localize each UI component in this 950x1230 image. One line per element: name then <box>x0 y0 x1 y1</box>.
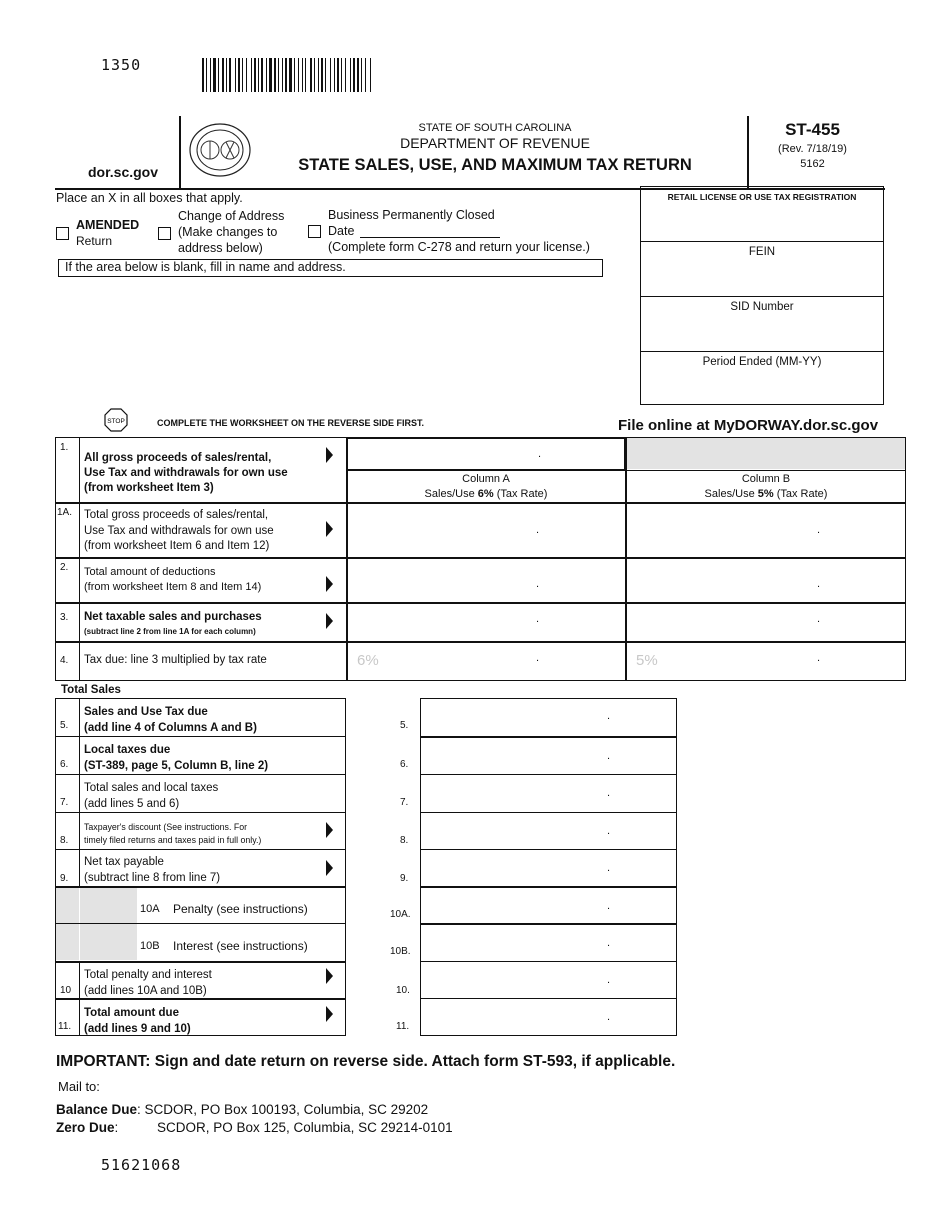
row-divider <box>55 849 346 850</box>
amount-field-6[interactable] <box>421 736 676 774</box>
amount-field-10a[interactable] <box>421 886 676 923</box>
arrow-icon <box>326 860 333 876</box>
line-8-label: Taxpayer's discount (See instructions. For timely filed returns and taxes paid in full only.) <box>84 822 262 845</box>
line-1-gray-cell <box>627 438 905 469</box>
line-10a-number: 10A <box>140 903 160 915</box>
line-1a-col-b-input[interactable]: . <box>817 524 821 536</box>
arrow-icon <box>326 521 333 537</box>
field-6-label: 6. <box>400 759 409 770</box>
decimal-point: . <box>607 974 611 986</box>
amended-label: AMENDED <box>76 218 140 232</box>
line-5-number: 5. <box>60 720 69 731</box>
field-10-label: 10. <box>396 985 410 996</box>
row-divider <box>55 812 346 813</box>
line-7-number: 7. <box>60 797 69 808</box>
department: DEPARTMENT OF REVENUE <box>400 135 590 151</box>
decimal-point: . <box>607 750 611 762</box>
field-8-label: 8. <box>400 835 409 846</box>
row-divider <box>55 886 346 888</box>
amount-field-10b[interactable] <box>421 923 676 961</box>
line-10b-label: Interest (see instructions) <box>173 939 308 953</box>
revision: (Rev. 7/18/19) <box>778 143 847 155</box>
line-3-col-b-input[interactable]: . <box>817 613 821 625</box>
line-6-number: 6. <box>60 759 69 770</box>
header-divider-right <box>747 116 749 188</box>
mail-to: Mail to: <box>58 1079 100 1094</box>
line-4-col-a-input[interactable]: 6% . <box>357 652 540 669</box>
worksheet-note: COMPLETE THE WORKSHEET ON THE REVERSE SIDE FIRST. <box>157 418 425 428</box>
amount-field-10[interactable] <box>421 961 676 998</box>
field-10a-label: 10A. <box>390 909 411 920</box>
arrow-icon <box>326 822 333 838</box>
decimal-point: . <box>607 900 611 912</box>
blank-note: If the area below is blank, fill in name and address. <box>58 259 603 277</box>
decimal-point: . <box>607 787 611 799</box>
line-2-col-a-input[interactable]: . <box>536 578 540 590</box>
header-divider-left <box>179 116 181 188</box>
arrow-icon <box>326 613 333 629</box>
col-divider <box>79 437 80 681</box>
line-3-col-a-input[interactable]: . <box>536 613 540 625</box>
line-1a-label: Total gross proceeds of sales/rental, Use Tax and withdrawals for own use (from worksheet Item 6 and Item 12) <box>84 509 274 552</box>
line-3-label: Net taxable sales and purchases <box>84 611 262 623</box>
state-line: STATE OF SOUTH CAROLINA <box>418 122 572 134</box>
period-field[interactable]: Period Ended (MM-YY) <box>702 356 822 368</box>
svg-text:STOP: STOP <box>107 418 125 425</box>
website: dor.sc.gov <box>88 164 159 180</box>
arrow-icon <box>326 576 333 592</box>
form-id: 5162 <box>800 158 825 170</box>
line-1-input[interactable]: . <box>347 438 625 470</box>
closed-label: Business Permanently Closed <box>328 208 495 222</box>
decimal-point: . <box>607 1011 611 1023</box>
change-address-checkbox[interactable] <box>158 227 171 240</box>
instruction: Place an X in all boxes that apply. <box>56 191 243 205</box>
column-b-header: Column B Sales/Use 5% (Tax Rate) <box>704 473 828 500</box>
amount-field-5[interactable] <box>421 698 676 736</box>
line-3-sublabel: (subtract line 2 from line 1A for each column) <box>84 627 256 636</box>
zero-due-address: Zero Due: SCDOR, PO Box 125, Columbia, SC 29214-0101 <box>56 1120 453 1135</box>
line-11-label: Total amount due (add lines 9 and 10) <box>84 1007 191 1035</box>
important-note: IMPORTANT: Sign and date return on reverse side. Attach form ST-593, if applicable. <box>56 1053 676 1070</box>
document-code: 51621068 <box>101 1156 182 1174</box>
row-divider <box>55 961 346 963</box>
decimal-point: . <box>607 862 611 874</box>
line-4-number: 4. <box>60 655 69 666</box>
line-4-col-b-input[interactable]: 5% . <box>636 652 821 669</box>
closed-checkbox[interactable] <box>308 225 321 238</box>
amount-field-7[interactable] <box>421 774 676 812</box>
line-2-number: 2. <box>60 562 69 573</box>
closed-date-label: Date <box>328 224 355 238</box>
sid-field[interactable]: SID Number <box>641 297 883 352</box>
row-divider <box>55 736 346 737</box>
line-11-number: 11. <box>58 1021 72 1032</box>
online-link[interactable]: File online at MyDORWAY.dor.sc.gov <box>618 417 879 434</box>
row-divider <box>55 774 346 775</box>
balance-due-address: Balance Due: SCDOR, PO Box 100193, Columbia, SC 29202 <box>56 1102 429 1117</box>
row-divider <box>347 470 905 471</box>
line-8-number: 8. <box>60 835 69 846</box>
state-seal-icon <box>188 122 252 178</box>
field-9-label: 9. <box>400 873 409 884</box>
decimal-point: . <box>607 710 611 722</box>
fein-field[interactable]: FEIN <box>641 242 883 297</box>
change-address-label: Change of Address (Make changes to address below) <box>178 209 285 255</box>
line-1-number: 1. <box>60 442 69 453</box>
line-10-number: 10 <box>60 985 72 996</box>
field-7-label: 7. <box>400 797 409 808</box>
line-10-label: Total penalty and interest (add lines 10A and 10B) <box>84 969 212 997</box>
line-1a-col-a-input[interactable]: . <box>536 524 540 536</box>
stop-sign-icon <box>104 408 128 432</box>
total-sales-title: Total Sales <box>61 684 121 696</box>
line-9-label: Net tax payable (subtract line 8 from line 7) <box>84 856 221 884</box>
amount-field-8[interactable] <box>421 812 676 849</box>
arrow-icon <box>326 447 333 463</box>
form-title: STATE SALES, USE, AND MAXIMUM TAX RETURN <box>298 156 692 174</box>
closed-date-field[interactable] <box>360 237 500 238</box>
line-7-label: Total sales and local taxes (add lines 5 and 6) <box>84 782 219 810</box>
row-divider <box>55 923 346 924</box>
decimal-point: . <box>607 937 611 949</box>
form-number: ST-455 <box>785 120 840 139</box>
field-10b-label: 10B. <box>390 946 411 957</box>
field-11-label: 11. <box>396 1021 410 1032</box>
field-5-label: 5. <box>400 720 409 731</box>
closed-note: (Complete form C-278 and return your license.) <box>328 240 590 254</box>
amount-field-11[interactable] <box>421 998 676 1036</box>
amount-field-9[interactable] <box>421 849 676 886</box>
line-1-label: All gross proceeds of sales/rental, Use Tax and withdrawals for own use (from worksheet Item 3) <box>84 452 288 494</box>
line-2-col-b-input[interactable]: . <box>817 578 821 590</box>
col-divider <box>79 887 80 961</box>
line-1a-number: 1A. <box>57 507 73 518</box>
line-5-label: Sales and Use Tax due (add line 4 of Columns A and B) <box>84 706 257 734</box>
line-10b-number: 10B <box>140 940 160 952</box>
form-code: 1350 <box>101 56 142 74</box>
line-10a-label: Penalty (see instructions) <box>173 902 308 916</box>
barcode <box>202 58 472 94</box>
id-fields <box>640 186 884 405</box>
line-2-label: Total amount of deductions (from worksheet Item 8 and Item 14) <box>84 566 262 593</box>
arrow-icon <box>326 968 333 984</box>
decimal-point: . <box>607 825 611 837</box>
column-a-header: Column A Sales/Use 6% (Tax Rate) <box>424 473 548 500</box>
col-divider <box>79 698 80 886</box>
line-9-number: 9. <box>60 873 69 884</box>
line-4-label: Tax due: line 3 multiplied by tax rate <box>84 654 267 666</box>
amended-sub: Return <box>76 234 113 248</box>
line-3-number: 3. <box>60 612 69 623</box>
arrow-icon <box>326 1006 333 1022</box>
retail-license-field[interactable]: RETAIL LICENSE OR USE TAX REGISTRATION <box>641 187 883 242</box>
line-6-label: Local taxes due (ST-389, page 5, Column B, line 2) <box>84 744 269 772</box>
amended-checkbox[interactable] <box>56 227 69 240</box>
